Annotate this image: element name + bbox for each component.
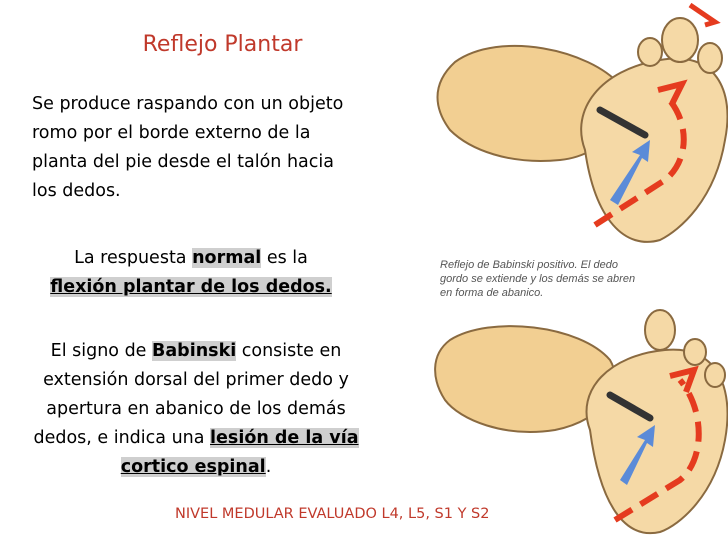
toe bbox=[698, 43, 722, 73]
highlight-normal: normal bbox=[192, 248, 262, 268]
toe bbox=[662, 18, 698, 62]
big-toe bbox=[645, 310, 675, 350]
text-segment: El signo de bbox=[50, 341, 153, 361]
top-foot-sole bbox=[581, 58, 727, 241]
toe bbox=[638, 38, 662, 66]
text-segment: La respuesta bbox=[74, 248, 193, 268]
toe bbox=[684, 339, 706, 365]
top-foot-image bbox=[438, 18, 728, 242]
underlined-lesion: lesión de la vía cortico espinal bbox=[120, 428, 359, 477]
illustration-caption: Reflejo de Babinski positivo. El dedo gordo se extiende y los demás se abren en forma de abanico. bbox=[440, 259, 636, 299]
corner-arrow-icon bbox=[690, 5, 715, 25]
description-paragraph: Se produce raspando con un objeto romo por el borde externo de la planta del pie desde el talón hacia los dedos. bbox=[32, 94, 344, 201]
highlight-babinski: Babinski bbox=[152, 341, 237, 361]
text-segment: es la bbox=[261, 248, 308, 268]
footer-level: NIVEL MEDULAR EVALUADO L4, L5, S1 Y S2 bbox=[175, 506, 490, 522]
babinski-paragraph bbox=[28, 337, 364, 482]
underlined-flexion: flexión plantar de los dedos. bbox=[50, 277, 332, 297]
text-segment: . bbox=[265, 457, 272, 477]
normal-response-paragraph bbox=[30, 244, 352, 302]
bottom-foot-image bbox=[435, 310, 727, 533]
toe bbox=[705, 363, 725, 387]
text-segment: consiste en extensión dorsal del primer dedo y apertura en abanico de los demás dedos, e indica una bbox=[33, 341, 349, 448]
page-title: Reflejo Plantar bbox=[142, 32, 303, 57]
